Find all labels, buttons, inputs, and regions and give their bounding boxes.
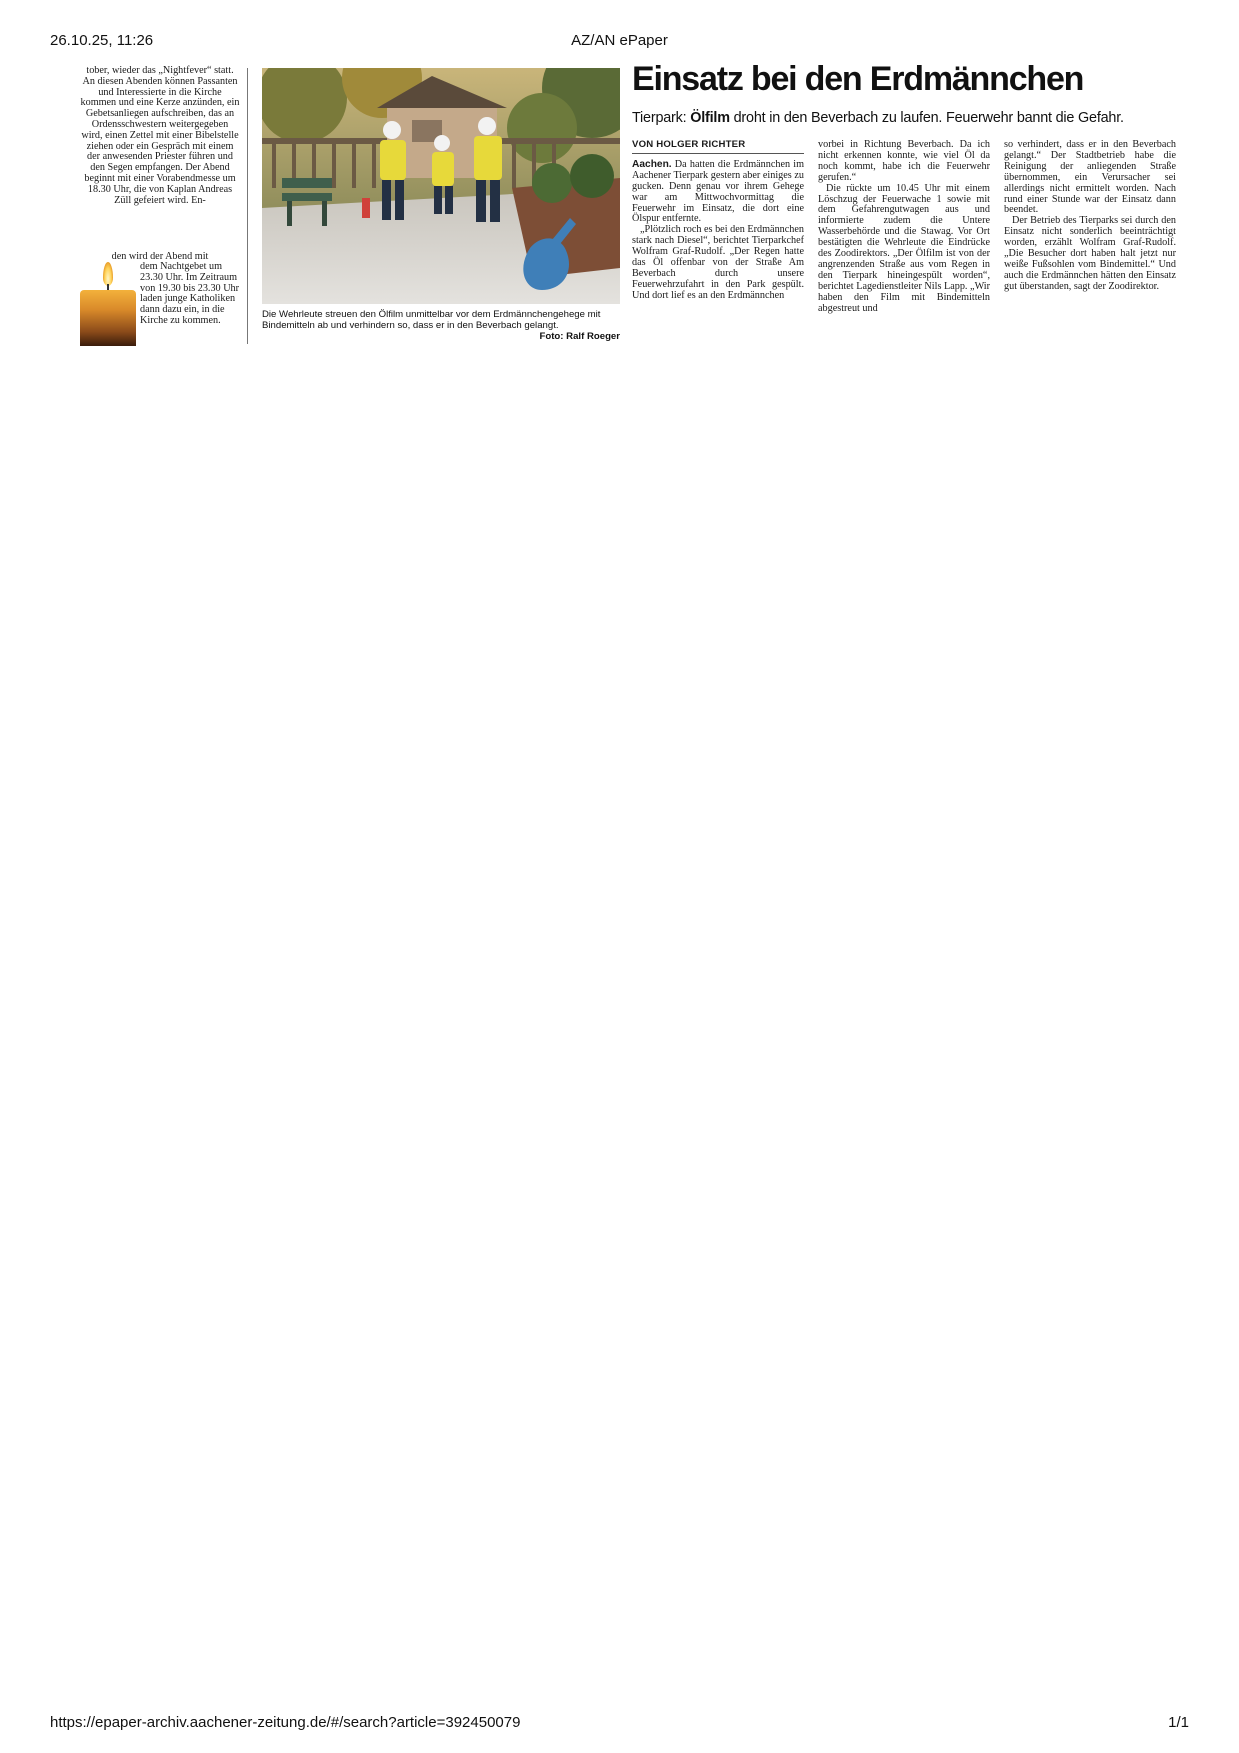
article-subheadline	[632, 110, 1192, 126]
article-column-2	[818, 140, 990, 315]
article-paragraph: Die rückte um 10.45 Uhr mit einem Löschzug der Feuerwache 1 sowie mit dem Gefahrengutwagen aus und informierte zudem die Untere Wasserbehörde und die Stawag. Vor Ort bestätigten die Wehrleute die Eindrücke des Zoodirektors. „Der Ölfilm ist von der angrenzenden Straße aus vom Regen in den Tierpark hineingespült worden“, berichtet Lagedienstleiter Nils Lapp. „Wir haben den Film mit Bindemitteln abgestreut und	[818, 182, 990, 314]
photo-credit: Foto: Ralf Roeger	[539, 331, 620, 342]
candle-body	[80, 290, 136, 346]
article-byline: VON HOLGER RICHTER	[632, 140, 804, 154]
article-paragraph: Der Betrieb des Tierparks sei durch den Einsatz nicht sonderlich beeinträchtigt worden, erzählt Wolfram Graf-Rudolf. „Die Besucher dort haben halt jetzt nur weiße Fußsohlen vom Bindemittel.“ Und auch die Erdmännchen hätten den Einsatz gut überstanden, sagt der Zoodirektor.	[1004, 215, 1176, 292]
left-column-text-tail: dem Nachtgebet um 23.30 Uhr. Im Zeitraum von 19.30 bis 23.30 Uhr laden junge Katholiken dann dazu ein, in die Kirche zu kommen.	[140, 261, 240, 326]
print-title: AZ/AN ePaper	[571, 32, 668, 49]
print-url: https://epaper-archiv.aachener-zeitung.de/#/search?article=392450079	[50, 1714, 521, 1731]
article-paragraph: „Plötzlich roch es bei den Erdmännchen stark nach Diesel“, berichtet Tierparkchef Wolfram Graf-Rudolf. „Der Regen hatte das Öl offenbar von der Straße Am Beverbach durch unsere Feuerwehrzufahrt in den Park gespült. Und dort lief es an den Erdmännchen	[632, 224, 804, 301]
subheadline-keyword: Ölfilm	[690, 110, 730, 126]
subheadline-rest: droht in den Beverbach zu laufen. Feuerwehr bannt die Gefahr.	[729, 110, 1124, 126]
photo-caption: Die Wehrleute streuen den Ölfilm unmittelbar vor dem Erdmännchengehege mit Bindemitteln ab und verhindern so, dass er in den Beverbach gelangt.	[262, 309, 601, 331]
firefighters-photo	[262, 68, 620, 304]
left-column-text: tober, wieder das „Nightfever“ statt. An diesen Abenden können Passanten und Interessierte in die Kirche kommen und eine Kerze anzünden, ein Gebetsanliegen aufschreiben, das an Ordensschwestern weitergegeben wird, einen Zettel mit einer Bibelstelle ziehen oder ein Gespräch mit einem der anwesenden Priester führen und den Segen empfangen. Der Abend beginnt mit einer Vorabendmesse um 18.30 Uhr, die von Kaplan Andreas Züll gefeiert wird. En-	[80, 65, 240, 206]
article-paragraph: so verhindert, dass er in den Beverbach gelangt.“ Der Stadtbetrieb habe die Reinigung der anliegenden Straße übernommen, ein Verursacher sei allerdings nicht ermittelt worden. Nach rund einer Stunde war der Einsatz dann beendet.	[1004, 139, 1176, 216]
article-column-3	[1004, 140, 1176, 293]
column-divider	[247, 68, 248, 344]
print-datetime: 26.10.25, 11:26	[50, 32, 154, 49]
print-page-number: 1/1	[1168, 1714, 1189, 1731]
article-photo	[262, 68, 620, 304]
left-column-article	[80, 66, 240, 346]
candle-flame	[103, 262, 113, 286]
article-paragraph	[632, 160, 804, 225]
photo-caption-block	[262, 309, 620, 342]
left-column-text-head: den wird der Abend mit	[111, 251, 209, 262]
article-column-1	[632, 140, 804, 302]
subheadline-prefix: Tierpark:	[632, 110, 691, 126]
candle-image	[80, 262, 136, 346]
article-body	[632, 140, 1189, 350]
article-dateline: Aachen.	[632, 158, 672, 170]
print-header	[50, 32, 1189, 52]
article-paragraph: vorbei in Richtung Beverbach. Da ich nicht erkennen konnte, wie viel Öl da noch kommt, habe ich die Feuerwehr gerufen.“	[818, 139, 990, 183]
article-paragraph-text: Da hatten die Erdmännchen im Aachener Tierpark gestern aber einiges zu gucken. Denn genau vor ihrem Gehege war am Mittwochvormittag die Feuerwehr im Einsatz, die dort eine Ölspur entfernte.	[632, 158, 804, 225]
article-headline: Einsatz bei den Erdmännchen	[632, 60, 1084, 98]
print-footer	[50, 1714, 1189, 1734]
